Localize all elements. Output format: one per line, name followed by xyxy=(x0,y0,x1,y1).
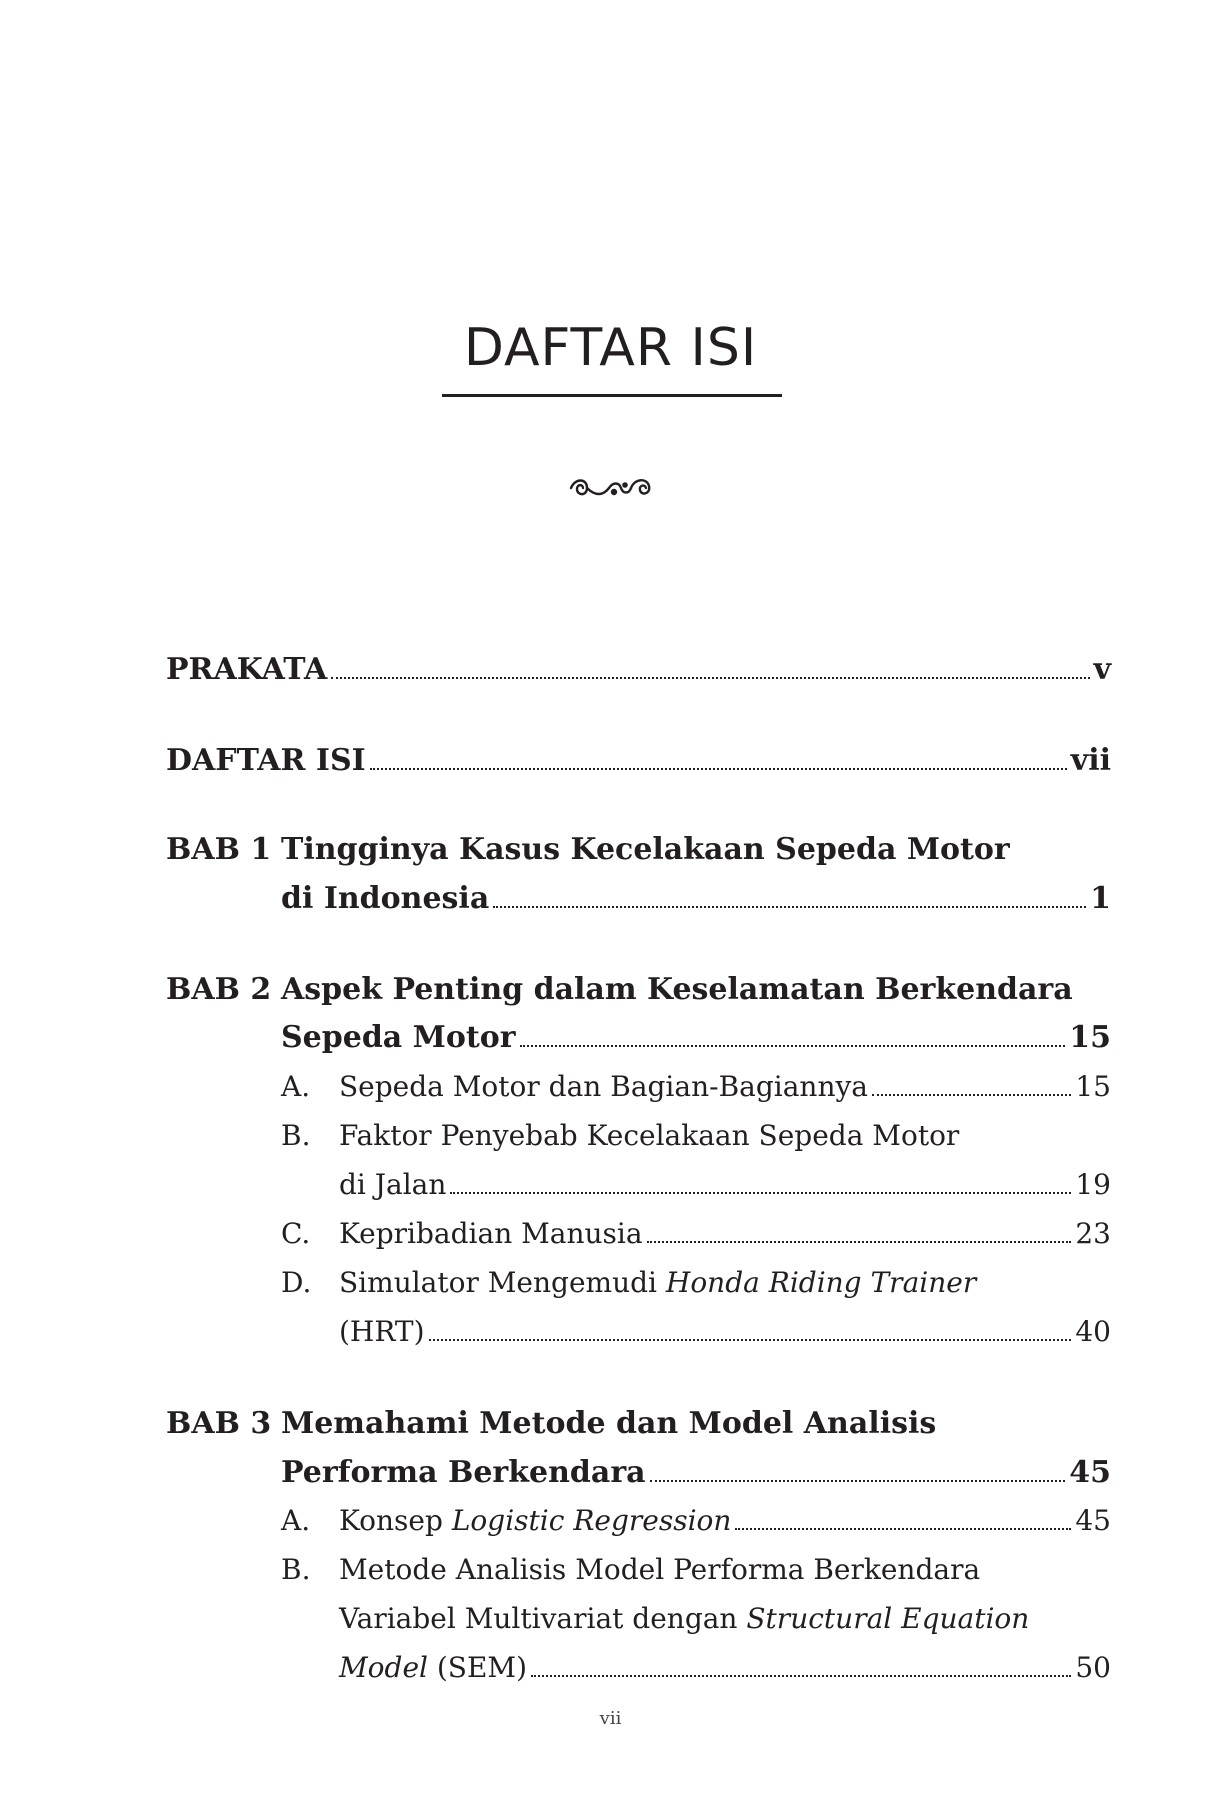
subsection-letter: B. xyxy=(281,1119,311,1152)
dot-leader xyxy=(370,768,1067,770)
subsection-title-line: Faktor Penyebab Kecelakaan Sepeda Motor xyxy=(339,1119,960,1152)
title-plain-text: Simulator Mengemudi xyxy=(339,1266,666,1299)
toc-entry-bab-3-a[interactable] xyxy=(339,1504,1111,1548)
subsection-letter: A. xyxy=(281,1504,311,1537)
subsection-letter: C. xyxy=(281,1217,311,1250)
subsection-letter: A. xyxy=(281,1070,311,1103)
entry-page-number: 1 xyxy=(1090,881,1111,916)
entry-page-number: 50 xyxy=(1075,1651,1111,1684)
title-italic-text: Model xyxy=(339,1651,428,1684)
subsection-title-line: (HRT) xyxy=(339,1315,425,1348)
page-folio-number: vii xyxy=(599,1708,622,1729)
dot-leader xyxy=(650,1480,1066,1482)
entry-page-number: 40 xyxy=(1075,1315,1111,1348)
dot-leader xyxy=(531,1675,1071,1677)
subsection-title-line: di Jalan xyxy=(339,1168,447,1201)
entry-label: PRAKATA xyxy=(166,652,328,687)
chapter-title-line: Memahami Metode dan Model Analisis xyxy=(281,1406,937,1441)
title-italic-text: Logistic Regression xyxy=(451,1504,732,1537)
dot-leader xyxy=(735,1528,1071,1530)
dot-leader xyxy=(520,1045,1066,1047)
subsection-title-line xyxy=(339,1602,1029,1635)
subsection-letter: D. xyxy=(281,1266,312,1299)
subsection-title-line xyxy=(339,1266,976,1299)
toc-entry-bab-1[interactable] xyxy=(281,881,1111,925)
dot-leader xyxy=(429,1339,1072,1341)
toc-entry-bab-2-a[interactable] xyxy=(339,1070,1111,1114)
dot-leader xyxy=(331,677,1089,679)
chapter-number: BAB 3 xyxy=(166,1406,272,1441)
toc-entry-prakata[interactable] xyxy=(166,652,1111,696)
title-italic-text: Structural Equation xyxy=(746,1602,1030,1635)
chapter-number: BAB 1 xyxy=(166,832,272,867)
dot-leader xyxy=(450,1192,1071,1194)
title-plain-text: Konsep xyxy=(339,1504,452,1537)
toc-entry-daftar-isi[interactable] xyxy=(166,743,1111,787)
page-title: DAFTAR ISI xyxy=(463,318,758,378)
dot-leader xyxy=(647,1241,1072,1243)
toc-entry-bab-2-d[interactable] xyxy=(339,1315,1111,1359)
subsection-title: Sepeda Motor dan Bagian-Bagiannya xyxy=(339,1070,868,1103)
chapter-title-line: di Indonesia xyxy=(281,881,490,916)
entry-page-number: 19 xyxy=(1075,1168,1111,1201)
entry-page-number: 15 xyxy=(1075,1070,1111,1103)
chapter-title-line: Aspek Penting dalam Keselamatan Berkendara xyxy=(281,972,1073,1007)
entry-page-number: 45 xyxy=(1075,1504,1111,1537)
subsection-title xyxy=(339,1504,731,1537)
toc-entry-bab-3[interactable] xyxy=(281,1455,1111,1499)
toc-entry-bab-2[interactable] xyxy=(281,1020,1111,1064)
toc-entry-bab-2-c[interactable] xyxy=(339,1217,1111,1261)
title-plain-text: Variabel Multivariat dengan xyxy=(339,1602,747,1635)
chapter-title-line: Tingginya Kasus Kecelakaan Sepeda Motor xyxy=(281,832,1010,867)
entry-page-number: vii xyxy=(1070,743,1111,778)
entry-page-number: 23 xyxy=(1075,1217,1111,1250)
subsection-title-line xyxy=(339,1651,527,1684)
subsection-title-line: Metode Analisis Model Performa Berkendara xyxy=(339,1553,981,1586)
toc-entry-bab-2-b[interactable] xyxy=(339,1168,1111,1212)
entry-page-number: v xyxy=(1093,652,1111,687)
entry-page-number: 45 xyxy=(1069,1455,1111,1490)
subsection-title: Kepribadian Manusia xyxy=(339,1217,643,1250)
title-plain-text: (SEM) xyxy=(427,1651,528,1684)
entry-label: DAFTAR ISI xyxy=(166,743,366,778)
subsection-letter: B. xyxy=(281,1553,311,1586)
title-italic-text: Honda Riding Trainer xyxy=(665,1266,977,1299)
chapter-title-line: Sepeda Motor xyxy=(281,1020,516,1055)
chapter-number: BAB 2 xyxy=(166,972,272,1007)
entry-page-number: 15 xyxy=(1069,1020,1111,1055)
chapter-title-line: Performa Berkendara xyxy=(281,1455,646,1490)
toc-entry-bab-3-b[interactable] xyxy=(339,1651,1111,1695)
dot-leader xyxy=(493,906,1086,908)
dot-leader xyxy=(872,1094,1071,1096)
